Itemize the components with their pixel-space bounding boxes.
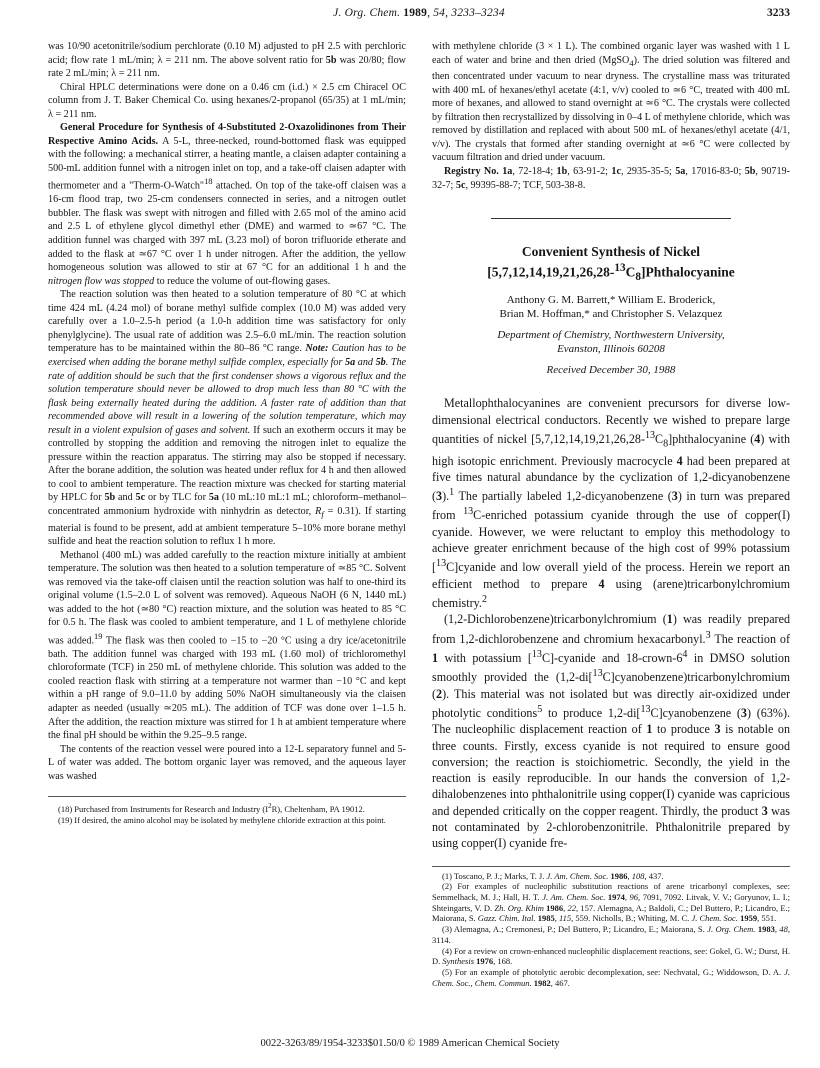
right-column: [432, 40, 790, 988]
received-date: Received December 30, 1988: [546, 364, 676, 377]
article-title: Convenient Synthesis of Nickel $[5,7,12,14,19,21,26,28-^{13}C_8]Phthalocyanine$: [487, 244, 735, 284]
footnote-rule: [48, 796, 406, 797]
right-body: with methylene chloride (3 × 1 L). The combined organic layer was washed with 1 L each of water and brine and then dried (MgSO$_4$). The dried solution was filtered and then concentrated under vacuum to near dryness. The crystalline mass was triturated with 400 mL of hexanes/ethyl acetate (4:1, v/v) cooled to ≃6 °C, treated with 400 mL more of hexanes, and allowed to stand overnight at ≃6 °C. The crystals were collected by filtration then recrystallized by dissolving in 0–4 L of methylene chloride, which was removed by distillation and replaced with about 500 mL of hexanes/ethyl acetate (4/1, v/v). The crystals that formed after standing overnight at ≃6 °C were collected by vacuum filtration and dried under vacuum. Registry No. 1a, 72-18-4; 1b, 63-91-2; 1c, 2935-35-5; 5a, 17016-83-0; 5b, 90719-32-7; 5c, 99395-88-7; TCF, 503-38-8.: [432, 41, 790, 191]
right-footnotes: (1) Toscano, P. J.; Marks, T. J. J. Am. Chem. Soc. 1986, 108, 437. (2) For examples of nucleophilic substitution reactions of arene tricarbonyl complexes, see: Semmelhack, M. J.; Hall, H. T. J. Am. Chem. Soc. 1974, 96, 7091, 7092. Litvak, V. V.; Goryunov, L. I.; Shteingarts, V. D. Zh. Org. Khim 1986, 22, 157. Alemagna, A.; Baldoli, C.; Del Buttero, P.; Licandro, E.; Maiorana, S. Gazz. Chim. Ital. 1985, 115, 559. Nicholls, B.; Whiting, M. C. J. Chem. Soc. 1959, 551. (3) Alemagna, A.; Cremonesi, P.; Del Buttero, P.; Licandro, E.; Maiorana, S. J. Org. Chem. 1983, 48, 3114. (4) For a review on crown-enhanced nucleophilic displacement reactions, see: Gokel, G. W.; Durst, H. D. Synthesis 1976, 168. (5) For an example of photolytic aerobic decomplexation, see: Nechvatal, G.; Widdowson, D. A. J. Chem. Soc., Chem. Commun. 1982, 467.: [432, 870, 791, 988]
footnote-rule-right: [432, 866, 790, 867]
article-authors: Anthony G. M. Barrett,* William E. Broderick, Brian M. Hoffman,* and Christopher S. Velazquez: [499, 294, 723, 321]
article-body: Metallophthalocyanines are convenient precursors for diverse low-dimensional electrical conductors. Recently we wished to prepare large quantities of nickel $[5,7,12,14,19,21,26,28-^{13}C_8]phthalocyanine$ (4) with high isotopic enrichment. Previously macrocycle 4 had been prepared at five times natural abundance by the cyclization of 1,2-dicyanobenzene (3).$^1$ The partially labeled 1,2-dicyanobenzene (3) in turn was prepared from $^{13}$C-enriched potassium cyanide through the use of copper(I) cyanide. However, we were reluctant to employ this methodology to achieve greater enrichment because of the high cost of 99% potassium [$^{13}$C]cyanide and low overall yield of the process. Herein we report an efficient method to prepare 4 using (arene)tricarbonylchromium chemistry.$^2$ (1,2-Dichlorobenzene)tricarbonylchromium (1) was readily prepared from 1,2-dichlorobenzene and chromium hexacarbonyl.$^3$ The reaction of 1 with potassium [$^{13}$C]-cyanide and $18-crown-6^4$ in DMSO solution smoothly provided the (1,2-di[$^{13}$C]cyanobenzene)tricarbonylchromium (2). This material was not isolated but was directly air-oxidized under photolytic conditions$^5$ to produce 1,2-di[$^{13}$C]cyanobenzene (3) (63%). The nucleophilic displacement reaction of 1 to produce 3 is notable on three counts. Firstly, excess cyanide is not required to ensure good conversion; the reaction is stoichiometric. Secondly, the yield in the reaction is easily reproducible. In our hands the conversion of 1,2-dihalobenzenes into phthalonitrile using copper(I) cyanide was capricious and depended critically on the copper reagent. Thirdly, the product 3 was not contaminated by 2-chlorobenzonitrile. Phthalonitrile prepared by using copper(I) cyanide fre-: [432, 396, 791, 851]
running-header: [48, 7, 790, 27]
article-divider: [491, 218, 731, 219]
journal-citation: J. Org. Chem. 1989, 54, 3233–3234: [333, 7, 505, 19]
page-number: 3233: [767, 7, 790, 19]
copyright-footer: 0022-3263/89/1954-3233$01.50/0 © 1989 American Chemical Society: [260, 1038, 560, 1049]
left-body: was 10/90 acetonitrile/sodium perchlorate (0.10 M) adjusted to pH 2.5 with perchloric acid; flow rate 1 mL/min; λ = 211 nm. The above solvent ratio for 5b was 20/80; flow rate 2 mL/min; λ = 211 nm. Chiral HPLC determinations were done on a 0.46 cm (i.d.) × 2.5 cm Chiracel OC column from J. T. Baker Chemical Co. using hexanes/2-propanol (65/35) at 1 mL/min; λ = 211 nm. General Procedure for Synthesis of 4-Substituted 2-Oxazolidinones from Their Respective Amino Acids. A 5-L, three-necked, round-bottomed flask was equipped with the following: a mechanical stirrer, a heating mantle, a claisen adapter containing a 500-mL addition funnel with a nitrogen inlet on top, and a take-off claisen adapter with thermometer and a "Therm-O-Watch"$^{18}$ attached. On top of the take-off claisen was a 16-cm flood trap, two 25-cm condensers connected in series, and a nitrogen outlet bubbler. The flask was swept with nitrogen and filled with 2.65 mol of the amino acid and 2.5 L of ethylene glycol dimethyl ether (DME) and warmed to ≃67 °C. The addition funnel was charged with 397 mL (3.23 mol) of boron trifluoride etherate and added to the flask at ≃67 °C over 1 h under nitrogen. After the addition, the yellow homogeneous solution was allowed to stir at 67 °C for an additional 1 h and the nitrogen flow was stopped to reduce the volume of out-flowing gases. The reaction solution was then heated to a solution temperature of 80 °C at which time 424 mL (4.24 mol) of borane methyl sulfide complex (10.0 M) was added very carefully over a 1.0–2.5-h period (a 1.0-h addition time was satisfactory for only phenylglycine). The usual rate of addition was 2.5–6.0 mL/min. The reaction solution temperature has to be maintained within the 80–86 °C range. Note: Caution has to be exercised when adding the borane methyl sulfide complex, especially for 5a and 5b. The rate of addition should be such that the first condenser shows a vigorous reflux and the solution temperature should never be allowed to drop much less than 80 °C with the flask being externally heated during the addition. A faster rate of addition than that recommended above will result in a lowering of the solution temperature, which may result in a violent expulsion of gases and solvent. If such an exotherm occurs it may be controlled by stopping the addition and removing the nitrogen inlet to equalize the pressure within the reaction apparatus. The stirring may also be stopped if necessary. After the borane addition, the solution was heated under reflux for 4 h and then allowed to cool to ambient temperature. The reaction mixture was checked for starting material by HPLC for 5b and 5c or by TLC for 5a (10 mL:10 mL:1 mL; chloroform–methanol–concentrated ammonium hydroxide with ninhydrin as detector, $R_f = 0.31$). If starting material is found to be present, add at ambient temperature 5–10% more borane methyl sulfide and heat the reaction solution to reflux 1 h more. Methanol (400 mL) was added carefully to the reaction mixture initially at ambient temperature. The solution was then heated to a solution temperature of ≃85 °C. Solvent was removed via the take-off claisen until the reaction solution was half to one-third its original volume (1.5–2.0 L of solvent was removed). Aqueous NaOH (6 N, 1440 mL) was added to the hot (≃80 °C) reaction mixture, and the solution was heated to 85 °C for 0.5 h. The flask was cooled to ambient temperature, and 1 L of methylene chloride was added.$^{19}$ The flask was then cooled to −15 to −20 °C using a dry ice/acetonitrile bath. The addition funnel was charged with 193 mL (1.60 mol) of trichloromethyl chloroformate (TCF) in 250 mL of methylene chloride. This solution was added to the cooled reaction flask with stirring at a temperature not warmer than −10 °C and kept within a pH range of 9.0–11.0 by adding 50% NaOH simultaneously via the claisen adapter as needed (usually ≃205 mL). The addition of TCF was done over 1–1.5 h. After the addition, the reaction mixture was stirred for 1 h at ambient temperature where the final pH should be within the 9.25–9.5 range. The contents of the reaction vessel were poured into a 12-L separatory funnel and 5-L of water was added. The bottom organic layer was removed, and the aqueous layer was washed: [48, 41, 407, 782]
article-affiliation: Department of Chemistry, Northwestern University, Evanston, Illinois 60208: [497, 329, 725, 356]
left-column: [48, 40, 406, 826]
left-footnotes: (18) Purchased from Instruments for Research and Industry $(I^2R)$, Cheltenham, PA 19012. (19) If desired, the amino alcohol may be isolated by methylene chloride extraction at this point.: [58, 802, 386, 825]
